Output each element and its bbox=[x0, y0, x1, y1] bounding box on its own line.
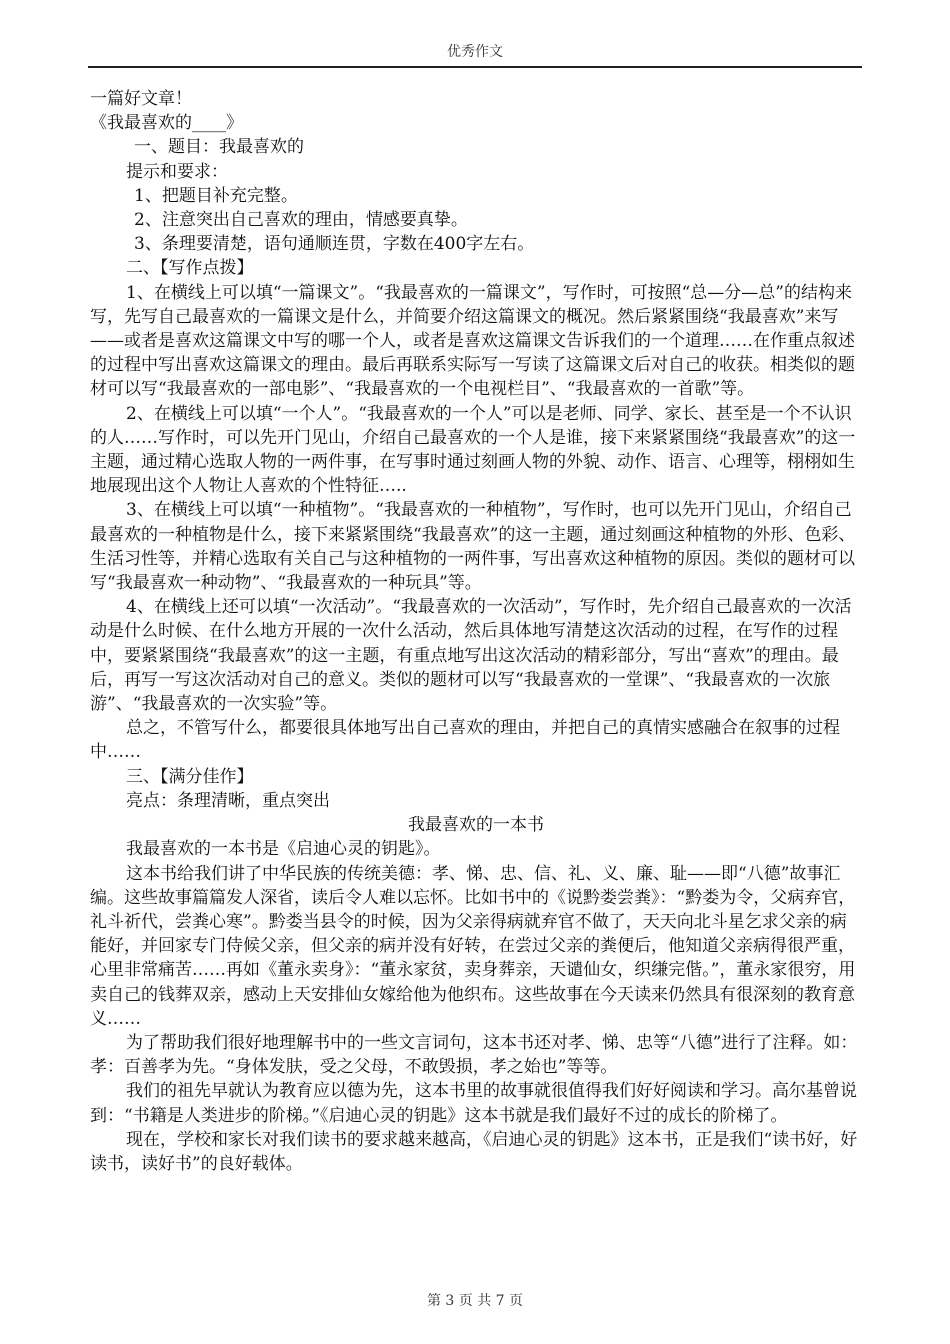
tip-paragraph-2: 2、在横线上可以填“一个人”。“我最喜欢的一个人”可以是老师、同学、家长、甚至是一个不认识的人……写作时，可以先开门见山，介绍自己最喜欢的一个人是谁，接下来紧紧围绕“我最喜欢”的这一主题，通过精心选取人物的一两件事，在写事时通过刻画人物的外貌、动作、语言、心理等，栩栩如生地展现出这个人物让人喜欢的个性特征….. bbox=[90, 403, 856, 497]
essay-paragraph-4: 我们的祖先早就认为教育应以德为先，这本书里的故事就很值得我们好好阅读和学习。高尔基曾说到：“书籍是人类进步的阶梯。”《启迪心灵的钥匙》这本书就是我们最好不过的成长的阶梯了。 bbox=[90, 1081, 857, 1126]
requirement-1: 1、把题目补充完整。 bbox=[134, 185, 298, 206]
essay-paragraph-1: 我最喜欢的一本书是《启迪心灵的钥匙》。 bbox=[126, 839, 441, 860]
tip-summary: 总之，不管写什么，都要很具体地写出自己喜欢的理由，并把自己的真情实感融合在叙事的过程中…… bbox=[90, 718, 840, 763]
tip-paragraph-3: 3、在横线上可以填“一种植物”。“我最喜欢的一种植物”，写作时，也可以先开门见山，介绍自己最喜欢的一种植物是什么，接下来紧紧围绕“我最喜欢”的这一主题，通过刻画这种植物的外形、色彩、生活习性等，并精心选取有关自己与这种植物的一两件事，写出喜欢这种植物的原因。类似的题材可以写“我最喜欢一种动物”、“我最喜欢的一种玩具”等。 bbox=[90, 500, 856, 594]
section-one-heading: 一、题目：我最喜欢的 bbox=[134, 137, 304, 158]
requirements-label: 提示和要求： bbox=[126, 161, 228, 182]
essay-paragraph-3: 为了帮助我们很好地理解书中的一些文言词句，这本书还对孝、悌、忠等“八德”进行了注释。如：孝：百善孝为先。“身体发肤，受之父母，不敢毁损，孝之始也”等等。 bbox=[90, 1032, 858, 1078]
intro-line: 一篇好文章！ bbox=[90, 89, 192, 109]
essay-paragraph-5: 现在，学校和家长对我们读书的要求越来越高，《启迪心灵的钥匙》这本书，正是我们“读书好，好读书，读好书”的良好载体。 bbox=[90, 1129, 858, 1174]
essay-title: 我最喜欢的一本书 bbox=[408, 815, 544, 836]
tip-paragraph-1: 1、在横线上可以填“一篇课文”。“我最喜欢的一篇课文”，写作时，可按照“总—分—总”的结构来写，先写自己最喜欢的一篇课文是什么，并简要介绍这篇课文的概况。然后紧紧围绕“我最喜欢”来写——或者是喜欢这篇课文中写的哪一个人，或者是喜欢这篇课文告诉我们的一个道理……在作重点叙述的过程中写出喜欢这篇课文的理由。最后再联系实际写一写读了这篇课文后对自己的收获。相类似的题材可以写“我最喜欢的一部电影”、“我最喜欢的一个电视栏目”、“我最喜欢的一首歌”等。 bbox=[90, 282, 855, 400]
section-two-heading: 二、【写作点拨】 bbox=[126, 258, 254, 279]
requirement-2: 2、注意突出自己喜欢的理由，情感要真挚。 bbox=[134, 210, 468, 231]
document-body bbox=[90, 87, 862, 1176]
page-number: 第 3 页 共 7 页 bbox=[426, 1293, 524, 1309]
highlight-line: 亮点：条理清晰，重点突出 bbox=[126, 790, 330, 811]
header-rule bbox=[88, 66, 862, 68]
requirement-3: 3、条理要清楚，语句通顺连贯，字数在400字左右。 bbox=[134, 234, 535, 255]
essay-paragraph-2: 这本书给我们讲了中华民族的传统美德：孝、悌、忠、信、礼、义、廉、耻——即“八德”故事汇编。这些故事篇篇发人深省，读后令人难以忘怀。比如书中的《说黔娄尝粪》：“黔娄为令，父病弃官，礼斗祈代，尝粪心寒”。黔娄当县令的时候，因为父亲得病就弃官不做了，天天向北斗星乞求父亲的病能好，并回家专门侍候父亲，但父亲的病并没有好转，在尝过父亲的粪便后，他知道父亲病得很严重，心里非常痛苦……再如《董永卖身》：“董永家贫，卖身葬亲，天谴仙女，织缣完偕。”，董永家很穷，用卖自己的钱葬双亲，感动上天安排仙女嫁给他为他织布。这些故事在今天读来仍然具有很深刻的教育意义…… bbox=[90, 863, 856, 1029]
section-three-heading: 三、【满分佳作】 bbox=[126, 766, 254, 787]
tip-paragraph-4: 4、在横线上还可以填“一次活动”。“我最喜欢的一次活动”，写作时，先介绍自己最喜欢的一次活动是什么时候、在什么地方开展的一次什么活动，然后具体地写清楚这次活动的过程，在写作的过程中，要紧紧围绕“我最喜欢”的这一主题，有重点地写出这次活动的精彩部分，写出“喜欢”的理由。最后，再写一写这次活动对自己的意义。类似的题材可以写“我最喜欢的一堂课”、“我最喜欢的一次旅游”、“我最喜欢的一次实验”等。 bbox=[90, 597, 852, 715]
page-header: 优秀作文 bbox=[447, 44, 503, 60]
topic-title: 《我最喜欢的____》 bbox=[90, 113, 243, 134]
